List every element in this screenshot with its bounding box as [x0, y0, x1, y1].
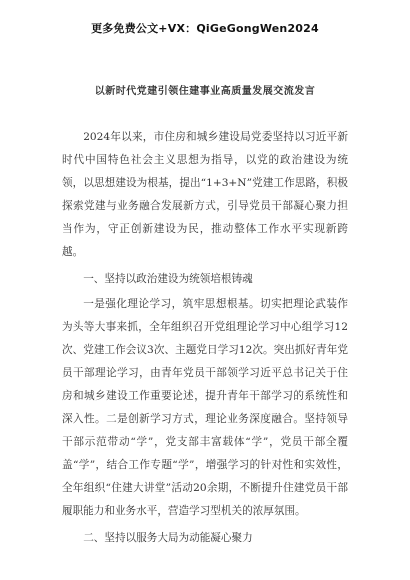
section-heading-1: 一、坚持以政治建设为统领培根铸魂: [83, 273, 253, 285]
watermark-text: 更多免费公文+VX：QiGeGongWen2024: [91, 22, 319, 35]
section-heading-2: 二、坚持以服务大局为动能凝心聚力: [83, 532, 253, 544]
intro-paragraph: 2024年以来，市住房和城乡建设局党委坚持以习近平新时代中国特色社会主义思想为指导，以党的政治建设为统领，以思想建设为根基，提出“1+3+N”党建工作思路，积极探索党建与业务融合发展新方式，引导党员干部凝心聚力担当作为，守正创新建设为民，推动整体工作水平实现新跨越。: [62, 131, 348, 258]
section-1-paragraph: 一是强化理论学习，筑牢思想根基。切实把理论武装作为头等大事来抓，全年组织召开党组理论学习中心组学习12次、党建工作会议3次、主题党日学习12次。突出抓好青年党员干部理论学习，由青年党员干部领学习近平总书记关于住房和城乡建设工作重要论述，提升青年干部学习的系统性和深入性。二是创新学习方式，理论业务深度融合。坚持领导干部示范带动“学”，党支部丰富载体“学”，党员干部全覆盖“学”，结合工作专题“学”，增强学习的针对性和实效性，全年组织“住建大讲堂”活动20余期，不断提升住建党员干部履职能力和业务水平，营造学习型机关的浓厚氛围。: [62, 298, 348, 517]
document-body: [62, 126, 348, 552]
document-title: 以新时代党建引领住建事业高质量发展交流发言: [94, 86, 316, 97]
